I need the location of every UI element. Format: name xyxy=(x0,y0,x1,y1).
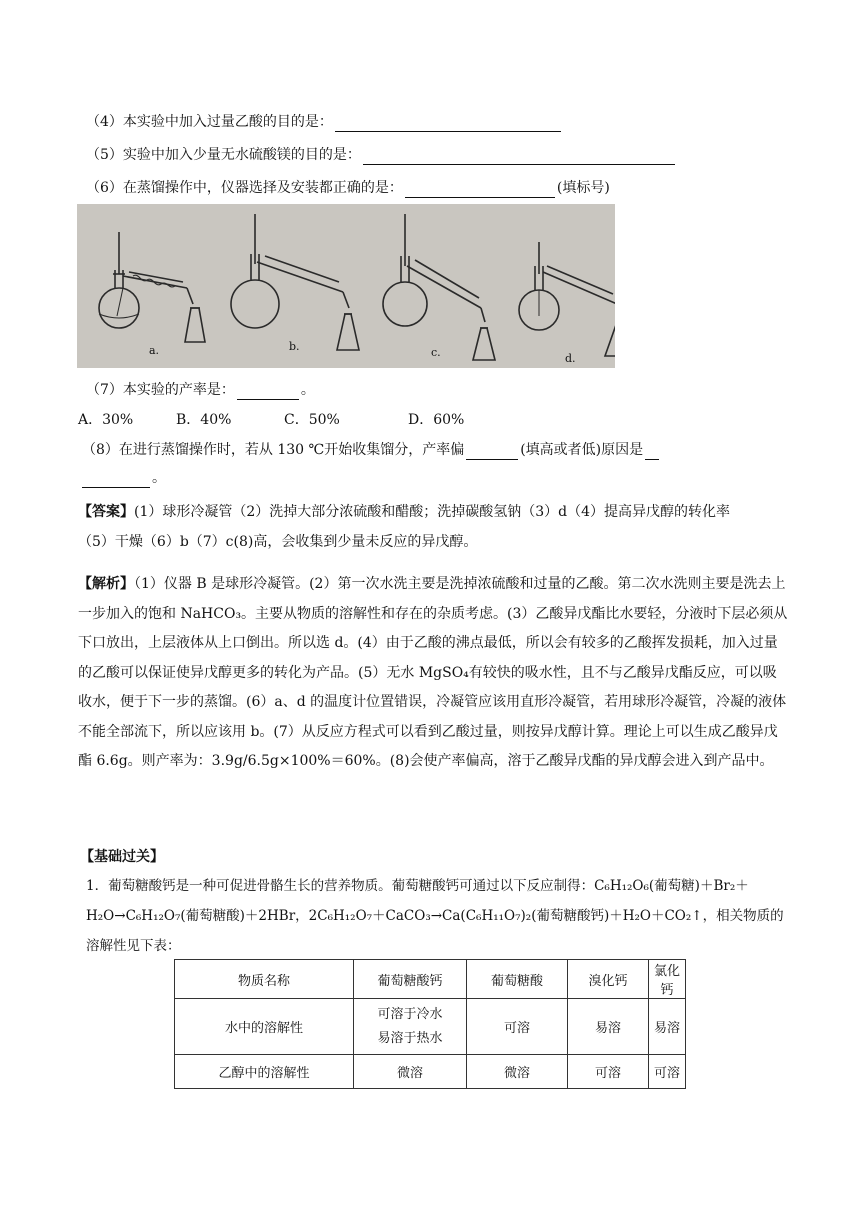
question-6: （6）在蒸馏操作中，仪器选择及安装都正确的是： (填标号) xyxy=(86,180,610,196)
distillation-apparatus-figure xyxy=(77,204,615,368)
solubility-table xyxy=(174,959,686,1089)
table-header: 物质名称 xyxy=(175,960,354,999)
table-cell: 可溶于冷水 易溶于热水 xyxy=(354,999,467,1055)
figure-label-b: b. xyxy=(289,340,300,353)
question-7: （7）本实验的产率是： 。 xyxy=(86,382,315,398)
table-cell: 可溶 xyxy=(649,1055,686,1089)
answer-blank xyxy=(82,471,150,488)
analysis-block xyxy=(78,570,788,777)
answer-line-2: （5）干燥（6）b（7）c(8)高，会收集到少量未反应的异戊醇。 xyxy=(78,534,478,550)
table-cell: 易溶 xyxy=(568,999,649,1055)
answer-blank xyxy=(466,443,518,460)
analysis-text: （1）仪器 B 是球形冷凝管。(2）第一次水洗主要是洗掉浓硫酸和过量的乙酸。第二次水洗则主要是洗去上一步加入的饱和 NaHCO₃。主要从物质的溶解性和存在的杂质考虑。(3）乙酸异戊酯比水要轻，分液时下层必须从下口放出，上层液体从上口倒出。所以选 d。(4）由于乙酸的沸点最低，所以会有较多的乙酸挥发损耗，加入过量的乙酸可以保证使异戊醇更多的转化为产品。(5）无水 MgSO₄有较快的吸水性，且不与乙酸异戊酯反应，可以吸收水，便于下一步的蒸馏。(6）a、d 的温度计位置错误，冷凝管应该用直形冷凝管，若用球形冷凝管，冷凝的液体不能全部流下，所以应该用 b。(7）从反应方程式可以看到乙酸过量，则按异戊醇计算。理论上可以生成乙酸异戊酯 6.6g。则产率为：3.9g/6.5g×100%＝60%。(8)会使产率偏高，溶于乙酸异戊酯的异戊醇会进入到产品中。 xyxy=(78,576,788,769)
figure-label-c: c. xyxy=(431,346,441,359)
analysis-label: 【解析】 xyxy=(78,576,134,592)
section-title: 【基础过关】 xyxy=(80,849,164,865)
apparatus-a xyxy=(99,232,205,342)
option-d: D．60% xyxy=(408,412,465,428)
table-header: 溴化钙 xyxy=(568,960,649,999)
table-row xyxy=(175,1055,686,1089)
answer-label: 【答案】 xyxy=(78,504,134,520)
apparatus-c xyxy=(383,214,495,360)
table-row xyxy=(175,999,686,1055)
table-header: 葡萄糖酸 xyxy=(467,960,568,999)
option-c: C．50% xyxy=(284,412,340,428)
question-8-continued: 。 xyxy=(80,468,166,488)
question-7-options xyxy=(78,410,464,430)
table-cell: 水中的溶解性 xyxy=(175,999,354,1055)
table-header: 葡萄糖酸钙 xyxy=(354,960,467,999)
apparatus-d xyxy=(519,242,615,356)
answer-block xyxy=(78,497,788,557)
answer-blank xyxy=(363,148,675,165)
question-5: （5）实验中加入少量无水硫酸镁的目的是： xyxy=(86,145,677,165)
answer-blank xyxy=(645,443,659,460)
table-cell: 可溶 xyxy=(568,1055,649,1089)
apparatus-b xyxy=(231,214,359,350)
answer-blank xyxy=(335,115,561,132)
table-cell: 乙醇中的溶解性 xyxy=(175,1055,354,1089)
table-cell: 微溶 xyxy=(354,1055,467,1089)
option-b: B．40% xyxy=(176,412,232,428)
table-cell: 可溶 xyxy=(467,999,568,1055)
figure-label-a: a. xyxy=(149,344,160,357)
question-4: （4）本实验中加入过量乙酸的目的是： xyxy=(86,112,563,132)
problem-1-text: 1．葡萄糖酸钙是一种可促进骨骼生长的营养物质。葡萄糖酸钙可通过以下反应制得：C₆H₁₂O₆(葡萄糖)＋Br₂＋H₂O→C₆H₁₂O₇(葡萄糖酸)＋2HBr，2C₆H₁₂O₇＋CaCO₃→Ca(C₆H₁₁O₇)₂(葡萄糖酸钙)＋H₂O＋CO₂↑，相关物质的溶解性见下表： xyxy=(86,878,784,954)
table-header-row xyxy=(175,960,686,999)
table-cell: 易溶 xyxy=(649,999,686,1055)
figure-label-d: d. xyxy=(565,352,576,365)
option-a: A．30% xyxy=(78,412,134,428)
answer-blank xyxy=(405,181,555,198)
answer-blank xyxy=(237,383,299,400)
table-header: 氯化钙 xyxy=(649,960,686,999)
question-8: （8）在进行蒸馏操作时，若从 130 ℃开始收集馏分，产率偏 (填高或者低)原因是 xyxy=(82,440,661,460)
table-cell: 微溶 xyxy=(467,1055,568,1089)
answer-line-1: (1）球形冷凝管（2）洗掉大部分浓硫酸和醋酸；洗掉碳酸氢钠（3）d（4）提高异戊醇的转化率 xyxy=(134,504,731,520)
